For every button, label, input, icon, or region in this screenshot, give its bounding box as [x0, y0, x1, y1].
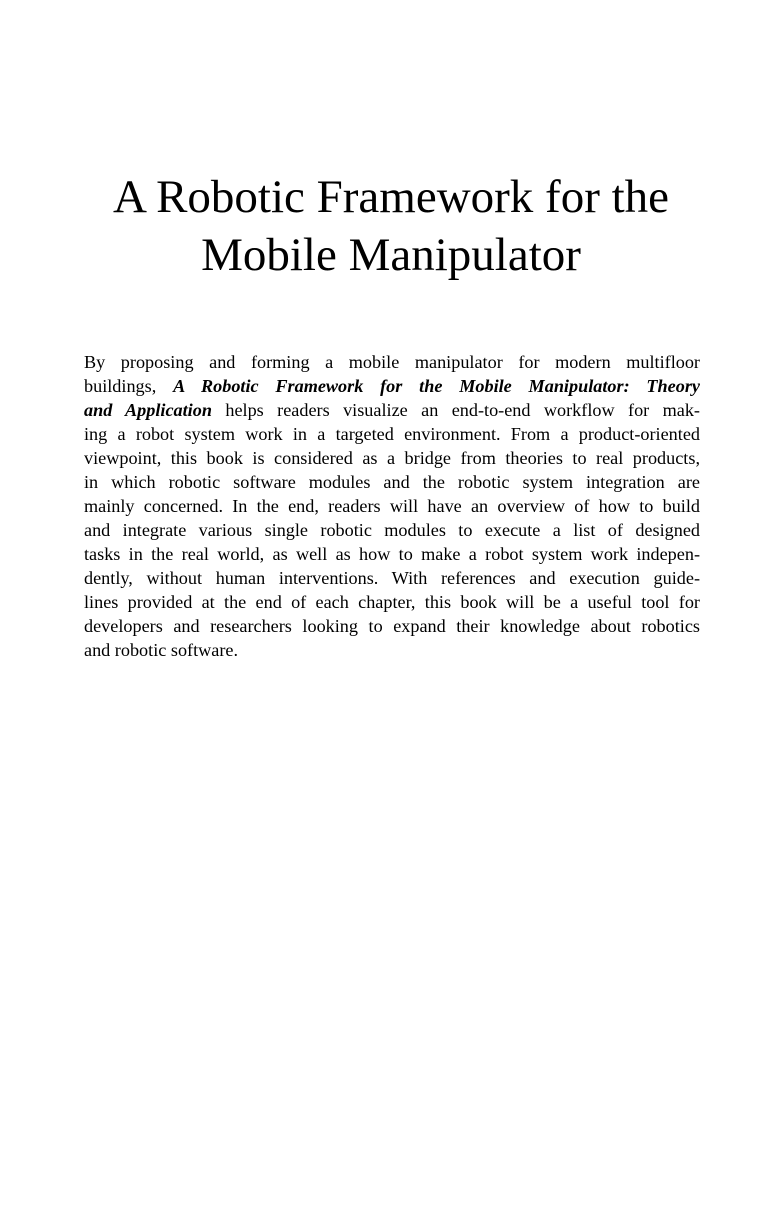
description-line — [84, 614, 700, 638]
description-line — [84, 422, 700, 446]
description-line — [84, 638, 700, 662]
description-text: viewpoint, this book is considered as a bridge from theories to real products, — [84, 448, 700, 468]
description-line — [84, 350, 700, 374]
description-text: and integrate various single robotic modules to execute a list of designed — [84, 520, 700, 540]
description-text: mainly concerned. In the end, readers will have an overview of how to build — [84, 496, 700, 516]
book-title-line-1: A Robotic Framework for the — [112, 171, 670, 223]
book-title — [60, 168, 722, 284]
description-line — [84, 590, 700, 614]
description-line — [84, 446, 700, 470]
book-title-line-2: Mobile Manipulator — [201, 229, 581, 281]
description-text: and robotic software. — [84, 640, 239, 660]
description-text: in which robotic software modules and the robotic system integration are — [84, 472, 700, 492]
description-text: developers and researchers looking to expand their knowledge about robotics — [84, 616, 700, 636]
description-text: lines provided at the end of each chapter, this book will be a useful tool for — [84, 592, 700, 612]
description-text: By proposing and forming a mobile manipulator for modern multifloor — [84, 352, 700, 372]
description-text: dently, without human interventions. With references and execution guide- — [84, 568, 700, 588]
description-line — [84, 518, 700, 542]
book-title-reference: and Application — [84, 400, 212, 420]
book-title-reference: A Robotic Framework for the Mobile Manipulator: Theory — [173, 376, 700, 396]
description-line — [84, 566, 700, 590]
description-text: tasks in the real world, as well as how to make a robot system work indepen- — [84, 544, 700, 564]
description-text: buildings, — [84, 376, 174, 396]
book-description — [84, 350, 700, 662]
description-text: helps readers visualize an end-to-end workflow for mak- — [211, 400, 700, 420]
description-line — [84, 494, 700, 518]
description-text: ing a robot system work in a targeted environment. From a product-oriented — [84, 424, 700, 444]
description-line — [84, 542, 700, 566]
description-line — [84, 398, 700, 422]
description-line — [84, 470, 700, 494]
description-line — [84, 374, 700, 398]
